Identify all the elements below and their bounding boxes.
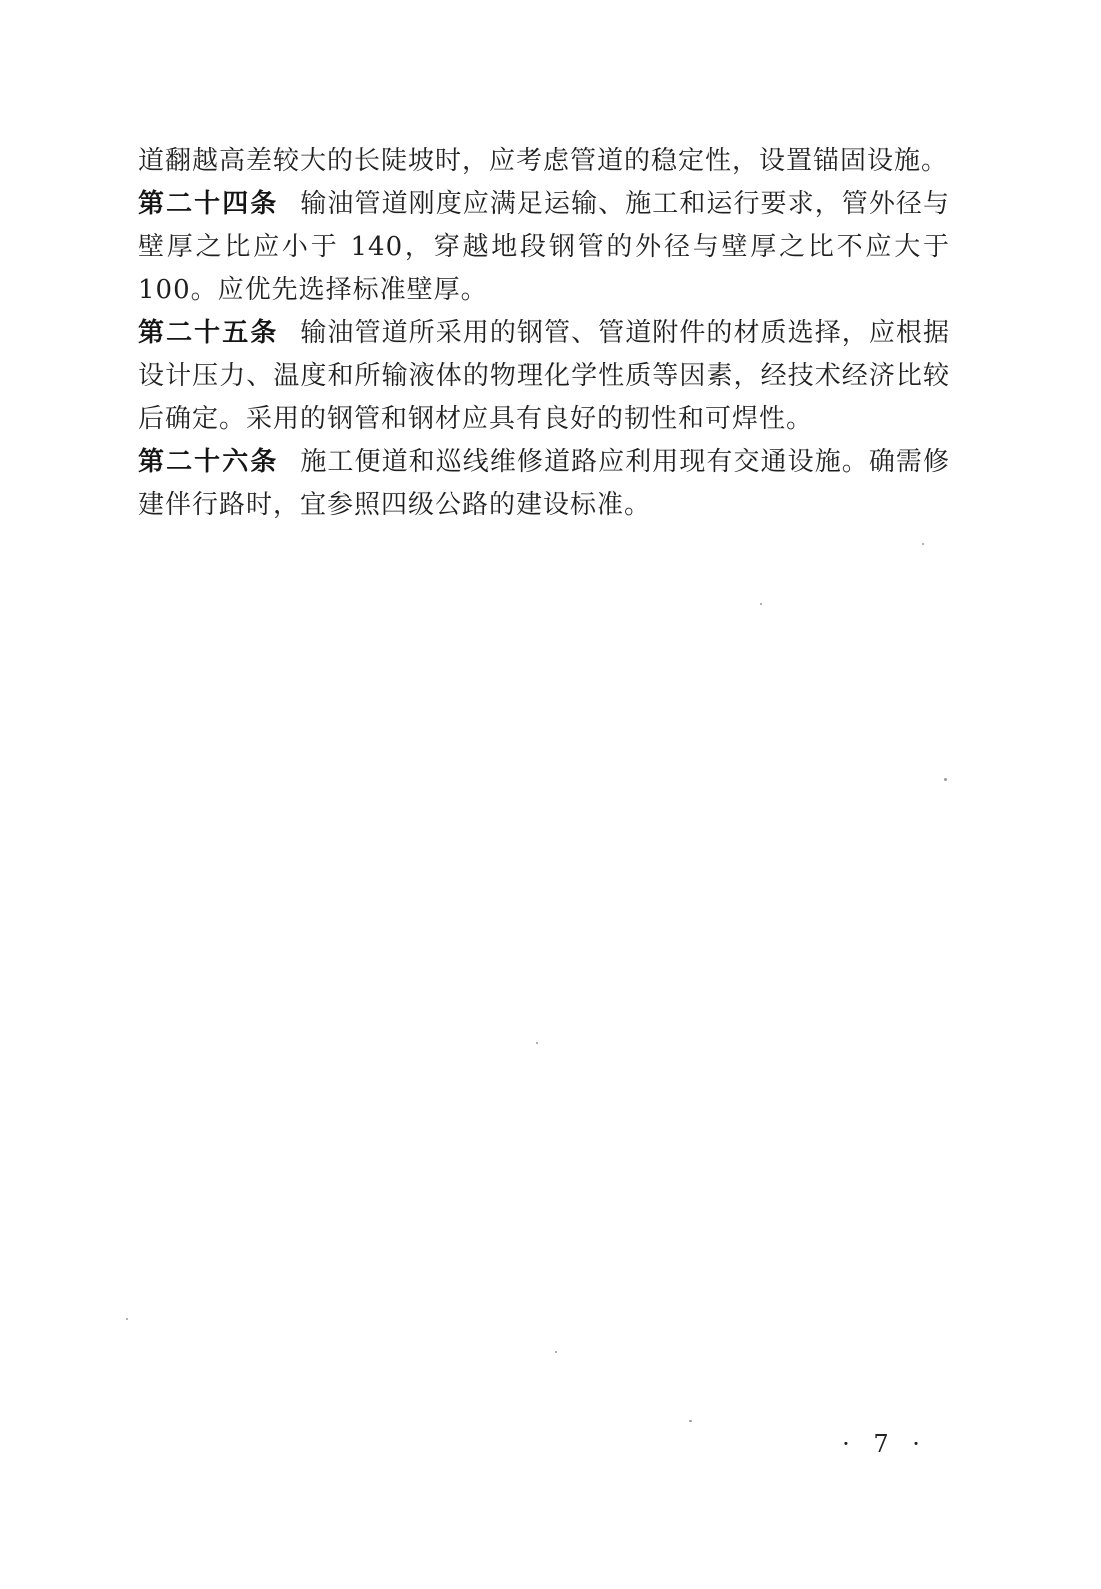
- scan-speck: [536, 1042, 538, 1044]
- paragraph-text: 输油管道刚度应满足运输、施工和运行要求，管外径与壁厚之比应小于 140，穿越地段钢管的外径与壁厚之比不应大于 100。应优先选择标准壁厚。: [138, 189, 950, 305]
- scan-speck: [944, 778, 947, 781]
- article-number: 第二十六条: [138, 447, 279, 477]
- paragraph-continuation: [138, 140, 950, 183]
- body-text: [138, 140, 950, 527]
- paragraph-text: 施工便道和巡线维修道路应利用现有交通设施。确需修建伴行路时，宜参照四级公路的建设标准。: [138, 447, 950, 520]
- paragraph-text: 输油管道所采用的钢管、管道附件的材质选择，应根据设计压力、温度和所输液体的物理化学性质等因素，经技术经济比较后确定。采用的钢管和钢材应具有良好的韧性和可焊性。: [138, 318, 950, 434]
- article-24: [138, 183, 950, 312]
- article-number: 第二十四条: [138, 189, 279, 219]
- scan-speck: [689, 1420, 692, 1422]
- scan-speck: [555, 1351, 557, 1353]
- scan-speck: [760, 603, 762, 605]
- article-26: [138, 441, 950, 527]
- article-number: 第二十五条: [138, 318, 279, 348]
- page-number: · 7 ·: [842, 1430, 928, 1458]
- article-25: [138, 312, 950, 441]
- scan-speck: [126, 1318, 128, 1320]
- paragraph-text: 道翻越高差较大的长陡坡时，应考虑管道的稳定性，设置锚固设施。: [138, 146, 949, 176]
- scan-speck: [922, 543, 924, 545]
